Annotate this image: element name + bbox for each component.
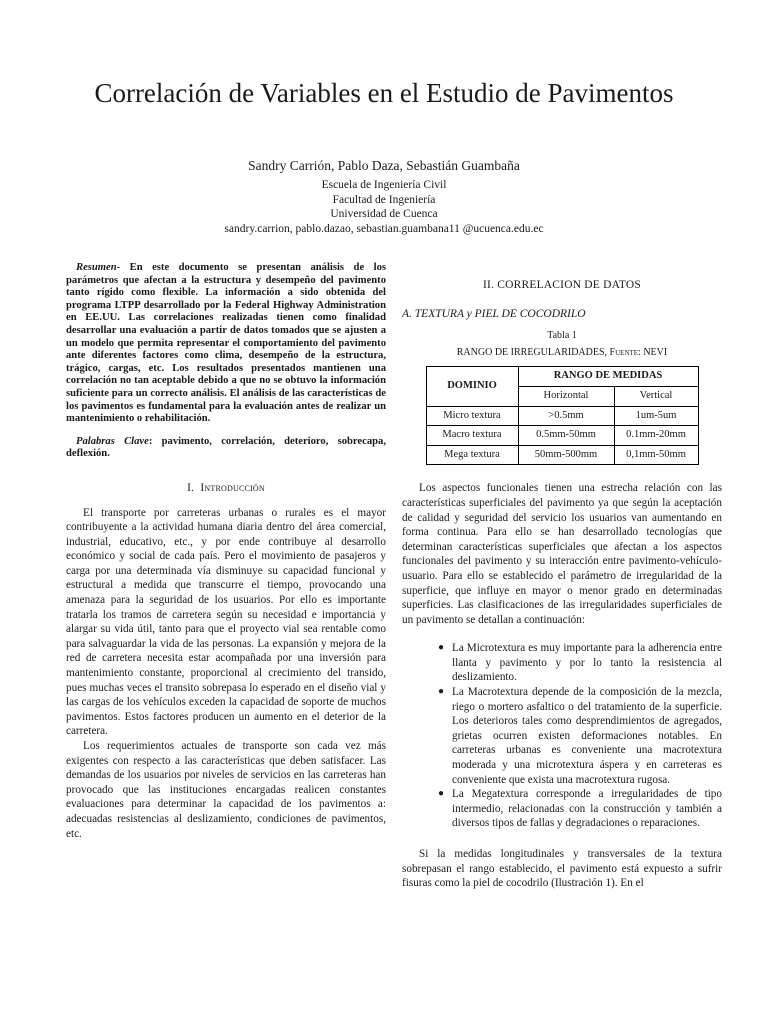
section2-paragraph-1: Los aspectos funcionales tienen una estrecha relación con las características superficiales del pavimento ya que según la aceptación de calidad y seguridad del servicio los usuarios van aumentando en forma continua. Para ello se han desarrollado tecnologías que determinan características superficiales que afectan a los aspectos funcionales del pavimento y su interacción entre pavimento-vehículo-usuario. Para ello se establecido el parámetro de irregularidad de la superficie, que influye en mayor o menor grado en determinadas superficies. Las clasificaciones de las irregularidades superficiales de un pavimento se detallan a continuación: (402, 482, 722, 626)
list-item (438, 787, 722, 831)
section-heading-correlacion: II. CORRELACION DE DATOS (483, 279, 641, 291)
bullet-icon: ● (438, 788, 445, 800)
list-item (438, 641, 722, 685)
table-row (426, 426, 698, 446)
table-caption-main: RANGO DE IRREGULARIDADES, (456, 346, 610, 358)
bullet-text: La Microtextura es muy importante para la adherencia entre llanta y pavimento y por lo tanto la resistencia al deslizamiento. (452, 642, 722, 684)
section2-paragraph-2: Si la medidas longitudinales y transversales de la textura sobrepasan el rango establecido, el pavimento está expuesto a sufrir fisuras como la piel de cocodrilo (Ilustración 1). En el (402, 848, 722, 890)
affiliation-emails: sandry.carrion, pablo.dazao, sebastian.guambana11 @ucuenca.edu.ec (224, 222, 544, 235)
right-column (402, 278, 722, 891)
header-horizontal: Horizontal (518, 386, 614, 406)
affiliation-university: Universidad de Cuenca (330, 208, 438, 220)
cell-horizontal: >0.5mm (518, 406, 614, 426)
cell-vertical: 1um-5um (614, 406, 698, 426)
table-header-row (426, 367, 698, 387)
list-item (438, 685, 722, 787)
cell-vertical: 0,1mm-50mm (614, 445, 698, 465)
section-title: Introducción (200, 481, 265, 494)
affiliation-block (0, 178, 768, 236)
table-row (426, 406, 698, 426)
intro-paragraph-1: El transporte por carreteras urbanas o rurales es el mayor contribuyente a la actividad humana diaria dentro del área comercial, industrial, educativo, etc., y por ende contribuye al desarrollo económico y social de cada país. Pero el movimiento de pasajeros y carga por una determinada vía disminuye su capacidad funcional y estructural a medida que transcurre el tiempo, provocando una amenaza para la seguridad de los usuarios. Por ello es importante tratarla los tramos de carretera según su necesidad e importancia y alargar su vida útil, tanto para que el proyecto vial sea rentable como para salvaguardar la vida de las personas. La expansión y mejora de la red de carretera necesita estar acompañada por una inversión para mantenimiento constante, proporcional al crecimiento del transido, pues muchas veces el transito sobrepasa lo esperado en el diseño vial y las cargas de los vehículos exceden la capacidad de soporte de muchos pavimentos. Estos factores producen un aumento en el deterior de la carretera. (66, 506, 386, 738)
paper-title: Correlación de Variables en el Estudio de Pavimentos (94, 78, 674, 108)
left-column (66, 262, 386, 841)
keywords (66, 436, 386, 461)
table-caption (402, 346, 722, 361)
bullet-text: La Macrotextura depende de la composición de la mezcla, riego o mortero asfaltico o del tratamiento de la superficie. Los deterioros tales como desprendimientos de agregados, grietas ocurren existen deformaciones notables. En carreteras urbanas es conveniente una macrotextura moderada y una microtextura áspera y en carreteras es conveniente que exista una macrotextura rugosa. (452, 686, 722, 786)
cell-horizontal: 0.5mm-50mm (518, 426, 614, 446)
keywords-label: Palabras Clave (76, 435, 149, 447)
header-vertical: Vertical (614, 386, 698, 406)
texture-bullet-list (402, 641, 722, 831)
irregularities-table (426, 366, 699, 465)
header-rango: RANGO DE MEDIDAS (518, 367, 698, 387)
authors: Sandry Carrión, Pablo Daza, Sebastián Guambaña (248, 158, 520, 173)
bullet-icon: ● (438, 642, 445, 654)
affiliation-school: Escuela de Ingeniería Civil (321, 179, 447, 191)
bullet-text: La Megatextura corresponde a irregularidades de tipo intermedio, relacionadas con la construcción y también a diversos tipos de fallas y degradaciones o reparaciones. (452, 788, 722, 830)
intro-paragraph-2: Los requerimientos actuales de transporte son cada vez más exigentes con respecto a las características que deben satisfacer. Las demandas de los usuarios por niveles de servicios en las carreteras han provocado que las instituciones encargadas realicen constantes evaluaciones para determinar la capacidad de los pavimentos a: adecuadas resistencias al deslizamiento, condiciones de pavimentos, etc. (66, 740, 386, 840)
abstract (66, 262, 386, 426)
abstract-label: Resumen- (76, 262, 121, 273)
cell-vertical: 0.1mm-20mm (614, 426, 698, 446)
table-label: Tabla 1 (547, 330, 577, 342)
table-row (426, 445, 698, 465)
cell-dominio: Micro textura (426, 406, 518, 426)
cell-dominio: Mega textura (426, 445, 518, 465)
section-heading-introduccion (66, 481, 386, 496)
section-numeral: I. (187, 481, 195, 494)
affiliation-faculty: Facultad de Ingeniería (332, 193, 436, 206)
header-dominio: DOMINIO (426, 367, 518, 406)
cell-horizontal: 50mm-500mm (518, 445, 614, 465)
subsection-heading: A. TEXTURA y PIEL DE COCODRILO (402, 307, 586, 320)
cell-dominio: Macro textura (426, 426, 518, 446)
abstract-text: En este documento se presentan análisis de los parámetros que afectan a la estructura y desempeño del pavimento tanto rígido como flexible. La información a sido obtenida del programa LTPP desarrollado por la Federal Highway Administration en EE.UU. Las correlaciones realizadas tienen como finalidad desarrollar una evaluación a partir de datos tomados que se ajusten a un modelo que permita representar el comportamiento del pavimento ante diferentes factores como clima, desempeño de la estructura, trágico, cargas, etc. Los resultados presentados mantienen una correlación no tan aceptable debido a que no se obtuvo la información suficiente para un correcto análisis. El análisis de las características de los pavimentos es fundamental para la evaluación antes de realizar un mantenimiento o rehabilitación. (66, 262, 386, 425)
table-caption-source: Fuente: NEVI (609, 346, 668, 358)
keywords-text: : pavimento, correlación, deterioro, sobrecapa, deflexión. (66, 435, 386, 460)
bullet-icon: ● (438, 686, 445, 698)
